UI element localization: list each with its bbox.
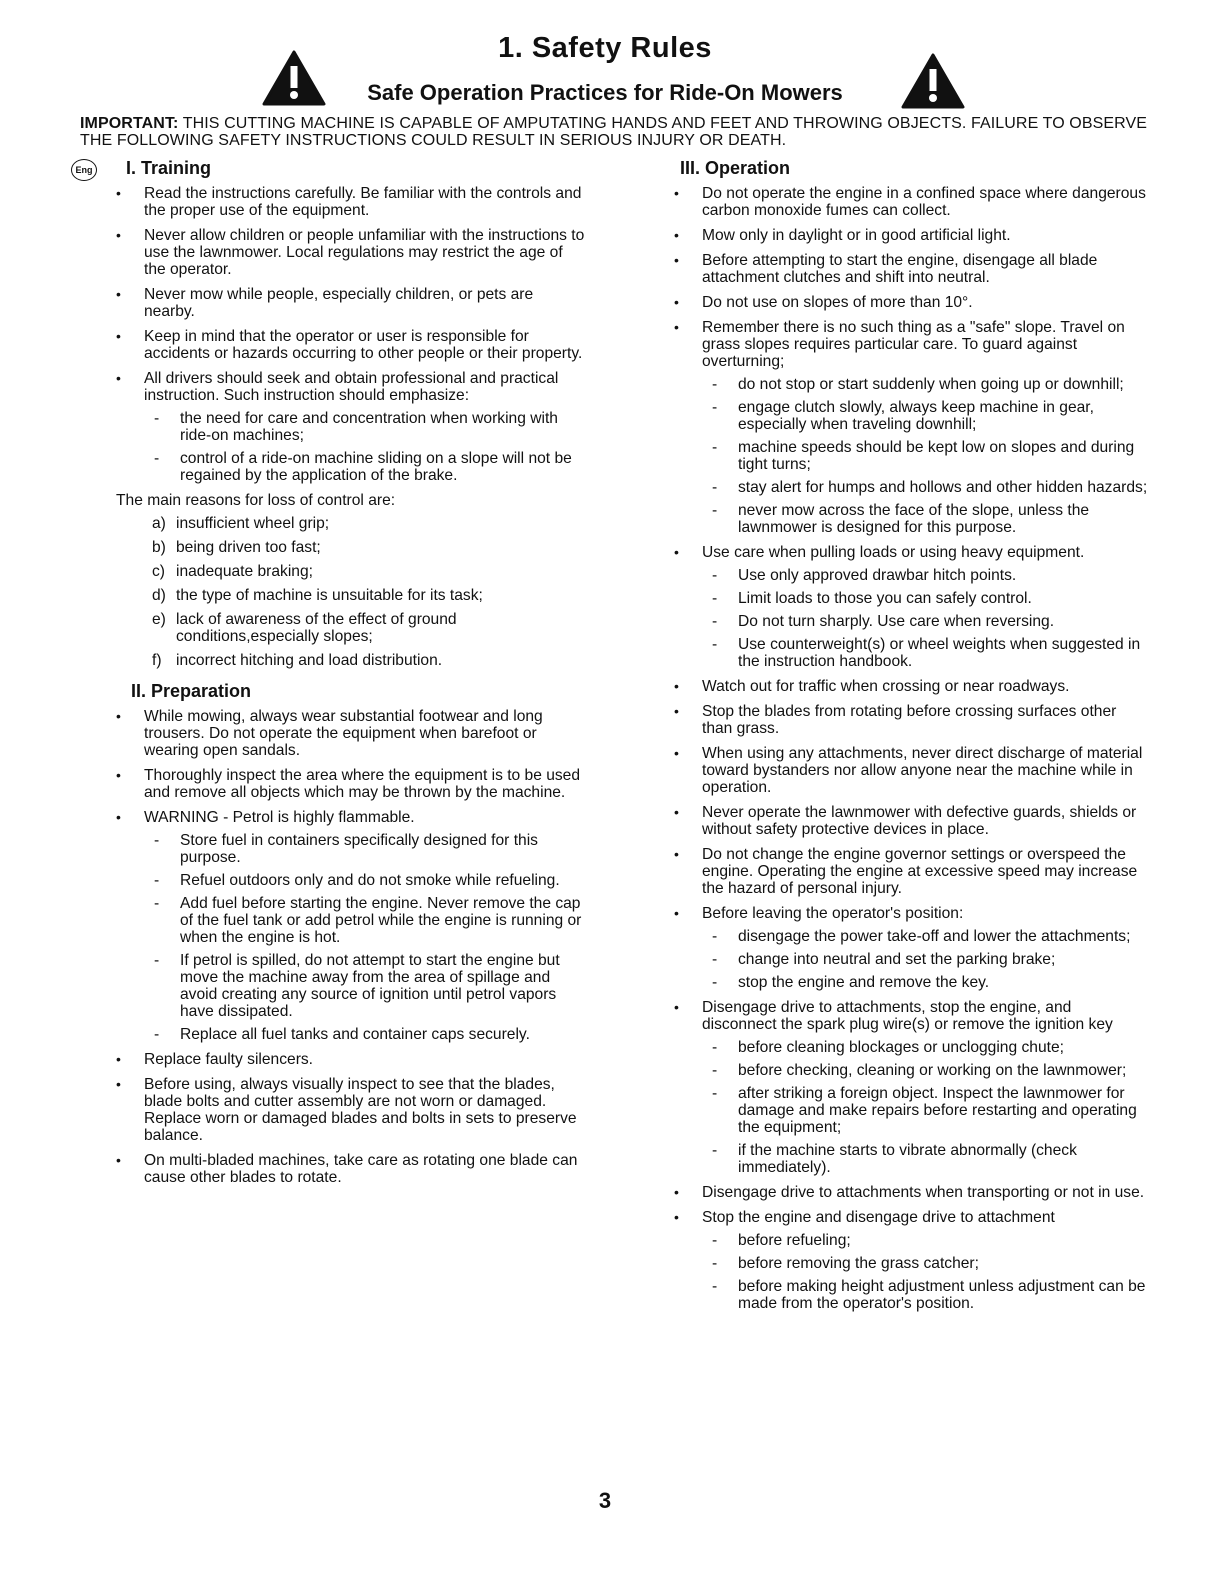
reason-label: a) <box>152 515 166 532</box>
sub-list <box>702 1232 1148 1312</box>
training-list <box>116 185 588 484</box>
list-item-text: Thoroughly inspect the area where the equipment is to be used and remove all objects which may be thrown by the machine. <box>144 767 581 801</box>
list-item-text: While mowing, always wear substantial footwear and long trousers. Do not operate the equipment when barefoot or wearing open sandals. <box>144 708 543 759</box>
list-item <box>116 708 588 759</box>
list-item <box>116 286 588 320</box>
sub-list <box>702 567 1148 670</box>
list-item-text: Before using, always visually inspect to see that the blades, blade bolts and cutter assembly are not worn or damaged. Replace worn or damaged blades and bolts in sets to preserve balance. <box>144 1076 577 1144</box>
list-item-text: All drivers should seek and obtain professional and practical instruction. Such instruction should emphasize: <box>144 370 559 404</box>
list-item <box>674 905 1148 991</box>
sub-list-item: - change into neutral and set the parking brake; <box>702 951 1148 968</box>
reason-text: inadequate braking; <box>176 563 313 580</box>
list-item <box>674 185 1148 219</box>
list-item <box>116 328 588 362</box>
sub-list-item: - Limit loads to those you can safely control. <box>702 590 1148 607</box>
list-item-text: Stop the engine and disengage drive to attachment <box>702 1209 1055 1226</box>
list-item <box>116 1051 588 1068</box>
list-item <box>674 678 1148 695</box>
sub-list-item: - before cleaning blockages or unclogging chute; <box>702 1039 1148 1056</box>
sub-list-item: - Use only approved drawbar hitch points. <box>702 567 1148 584</box>
language-badge: Eng <box>71 159 97 181</box>
preparation-list <box>116 708 588 1186</box>
sub-list-item: - after striking a foreign object. Inspect the lawnmower for damage and make repairs before restarting and operating the equipment; <box>702 1085 1148 1136</box>
list-item <box>674 1209 1148 1312</box>
reason-item <box>116 539 588 556</box>
section-heading-operation: III. Operation <box>680 158 791 178</box>
list-item-text: Before attempting to start the engine, disengage all blade attachment clutches and shift into neutral. <box>702 252 1098 286</box>
list-item <box>674 703 1148 737</box>
sub-list-item: - before removing the grass catcher; <box>702 1255 1148 1272</box>
reason-label: e) <box>152 611 166 628</box>
section-heading-preparation: II. Preparation <box>131 681 252 701</box>
list-item-text: Watch out for traffic when crossing or near roadways. <box>702 678 1070 695</box>
sub-list-item: - disengage the power take-off and lower the attachments; <box>702 928 1148 945</box>
sub-list <box>144 410 588 484</box>
sub-list-item: - Store fuel in containers specifically designed for this purpose. <box>144 832 588 866</box>
page-title: 1. Safety Rules <box>498 32 712 64</box>
sub-list-item: - Replace all fuel tanks and container caps securely. <box>144 1026 588 1043</box>
reason-label: d) <box>152 587 166 604</box>
list-item <box>116 185 588 219</box>
reasons-list <box>116 515 588 669</box>
sub-list <box>702 376 1148 536</box>
list-item <box>116 767 588 801</box>
list-item-text: Disengage drive to attachments when transporting or not in use. <box>702 1184 1145 1201</box>
right-column <box>674 160 1148 1320</box>
left-column <box>75 158 588 1194</box>
list-item-text: WARNING - Petrol is highly flammable. <box>144 809 415 826</box>
list-item-text: Never operate the lawnmower with defective guards, shields or without safety protective devices in place. <box>702 804 1137 838</box>
reason-item <box>116 515 588 532</box>
list-item <box>674 294 1148 311</box>
sub-list-item: - If petrol is spilled, do not attempt to start the engine but move the machine away from the area of spillage and avoid creating any source of ignition until petrol vapors have dissipated. <box>144 952 588 1020</box>
list-item <box>674 999 1148 1176</box>
list-item-text: Mow only in daylight or in good artificial light. <box>702 227 1011 244</box>
list-item-text: Never allow children or people unfamiliar with the instructions to use the lawnmower. Local regulations may restrict the age of the operator. <box>144 227 585 278</box>
reason-item <box>116 652 588 669</box>
reason-text: being driven too fast; <box>176 539 321 556</box>
reason-item <box>116 563 588 580</box>
list-item <box>674 745 1148 796</box>
list-item-text: Remember there is no such thing as a "safe" slope. Travel on grass slopes requires particular care. To guard against overturning; <box>702 319 1125 370</box>
list-item <box>674 252 1148 286</box>
operation-list <box>674 185 1148 1312</box>
list-item-text: Use care when pulling loads or using heavy equipment. <box>702 544 1085 561</box>
list-item-text: Replace faulty silencers. <box>144 1051 314 1068</box>
sub-list <box>702 1039 1148 1176</box>
training-heading: I. Training <box>126 158 212 178</box>
list-item <box>674 227 1148 244</box>
list-item-text: Do not use on slopes of more than 10°. <box>702 294 973 311</box>
list-item <box>116 1152 588 1186</box>
list-item <box>674 544 1148 670</box>
important-text: THIS CUTTING MACHINE IS CAPABLE OF AMPUTATING HANDS AND FEET AND THROWING OBJECTS. FAILURE TO OBSERVE THE FOLLOWING SAFETY INSTRUCTIONS COULD RESULT IN SERIOUS INJURY OR DEATH. <box>80 115 1148 149</box>
page-number: 3 <box>598 1488 612 1513</box>
page-subtitle: Safe Operation Practices for Ride-On Mowers <box>367 80 843 105</box>
reason-text: insufficient wheel grip; <box>176 515 330 532</box>
list-item-text: When using any attachments, never direct discharge of material toward bystanders nor allow anyone near the machine while in operation. <box>702 745 1143 796</box>
sub-list-item: - control of a ride-on machine sliding on a slope will not be regained by the application of the brake. <box>144 450 588 484</box>
sub-list-item: - Use counterweight(s) or wheel weights when suggested in the instruction handbook. <box>702 636 1148 670</box>
section-heading-training <box>75 158 588 178</box>
reason-text: incorrect hitching and load distribution. <box>176 652 443 669</box>
important-label: IMPORTANT: <box>80 115 179 132</box>
list-item-text: Keep in mind that the operator or user is responsible for accidents or hazards occurring to other people or their property. <box>144 328 583 362</box>
list-item <box>674 319 1148 536</box>
list-item <box>116 1076 588 1144</box>
reason-label: b) <box>152 539 166 556</box>
list-item-text: Never mow while people, especially children, or pets are nearby. <box>144 286 534 320</box>
sub-list-item: - stay alert for humps and hollows and other hidden hazards; <box>702 479 1148 496</box>
list-item-text: Do not operate the engine in a confined space where dangerous carbon monoxide fumes can collect. <box>702 185 1146 219</box>
list-item-text: Stop the blades from rotating before crossing surfaces other than grass. <box>702 703 1117 737</box>
reason-label: c) <box>152 563 165 580</box>
list-item-text: Read the instructions carefully. Be familiar with the controls and the proper use of the equipment. <box>144 185 582 219</box>
reason-item <box>116 611 588 645</box>
sub-list <box>702 928 1148 991</box>
sub-list-item: - if the machine starts to vibrate abnormally (check immediately). <box>702 1142 1148 1176</box>
sub-list-item: - stop the engine and remove the key. <box>702 974 1148 991</box>
reason-text: lack of awareness of the effect of ground conditions,especially slopes; <box>176 611 457 645</box>
reason-item <box>116 587 588 604</box>
sub-list-item: - never mow across the face of the slope, unless the lawnmower is designed for this purpose. <box>702 502 1148 536</box>
list-item <box>674 804 1148 838</box>
list-item-text: Disengage drive to attachments, stop the engine, and disconnect the spark plug wire(s) or remove the ignition key <box>702 999 1113 1033</box>
sub-list-item: - Refuel outdoors only and do not smoke while refueling. <box>144 872 588 889</box>
list-item <box>116 370 588 484</box>
list-item <box>116 227 588 278</box>
important-notice <box>80 115 1160 149</box>
list-item-text: On multi-bladed machines, take care as rotating one blade can cause other blades to rotate. <box>144 1152 578 1186</box>
list-item <box>674 846 1148 897</box>
sub-list-item: - the need for care and concentration when working with ride-on machines; <box>144 410 588 444</box>
list-item-text: Do not change the engine governor settings or overspeed the engine. Operating the engine at excessive speed may increase the hazard of personal injury. <box>702 846 1138 897</box>
sub-list-item: - Add fuel before starting the engine. Never remove the cap of the fuel tank or add petrol while the engine is running or when the engine is hot. <box>144 895 588 946</box>
sub-list-item: - before checking, cleaning or working on the lawnmower; <box>702 1062 1148 1079</box>
sub-list-item: - machine speeds should be kept low on slopes and during tight turns; <box>702 439 1148 473</box>
sub-list <box>144 832 588 1043</box>
sub-list-item: - do not stop or start suddenly when going up or downhill; <box>702 376 1148 393</box>
sub-list-item: - before making height adjustment unless adjustment can be made from the operator's position. <box>702 1278 1148 1312</box>
list-item-text: Before leaving the operator's position: <box>702 905 964 922</box>
sub-list-item: - engage clutch slowly, always keep machine in gear, especially when traveling downhill; <box>702 399 1148 433</box>
sub-list-item: - Do not turn sharply. Use care when reversing. <box>702 613 1148 630</box>
list-item <box>116 809 588 1043</box>
reason-label: f) <box>152 652 162 669</box>
reasons-intro: The main reasons for loss of control are: <box>116 492 396 509</box>
reason-text: the type of machine is unsuitable for its task; <box>176 587 483 604</box>
list-item <box>674 1184 1148 1201</box>
sub-list-item: - before refueling; <box>702 1232 1148 1249</box>
